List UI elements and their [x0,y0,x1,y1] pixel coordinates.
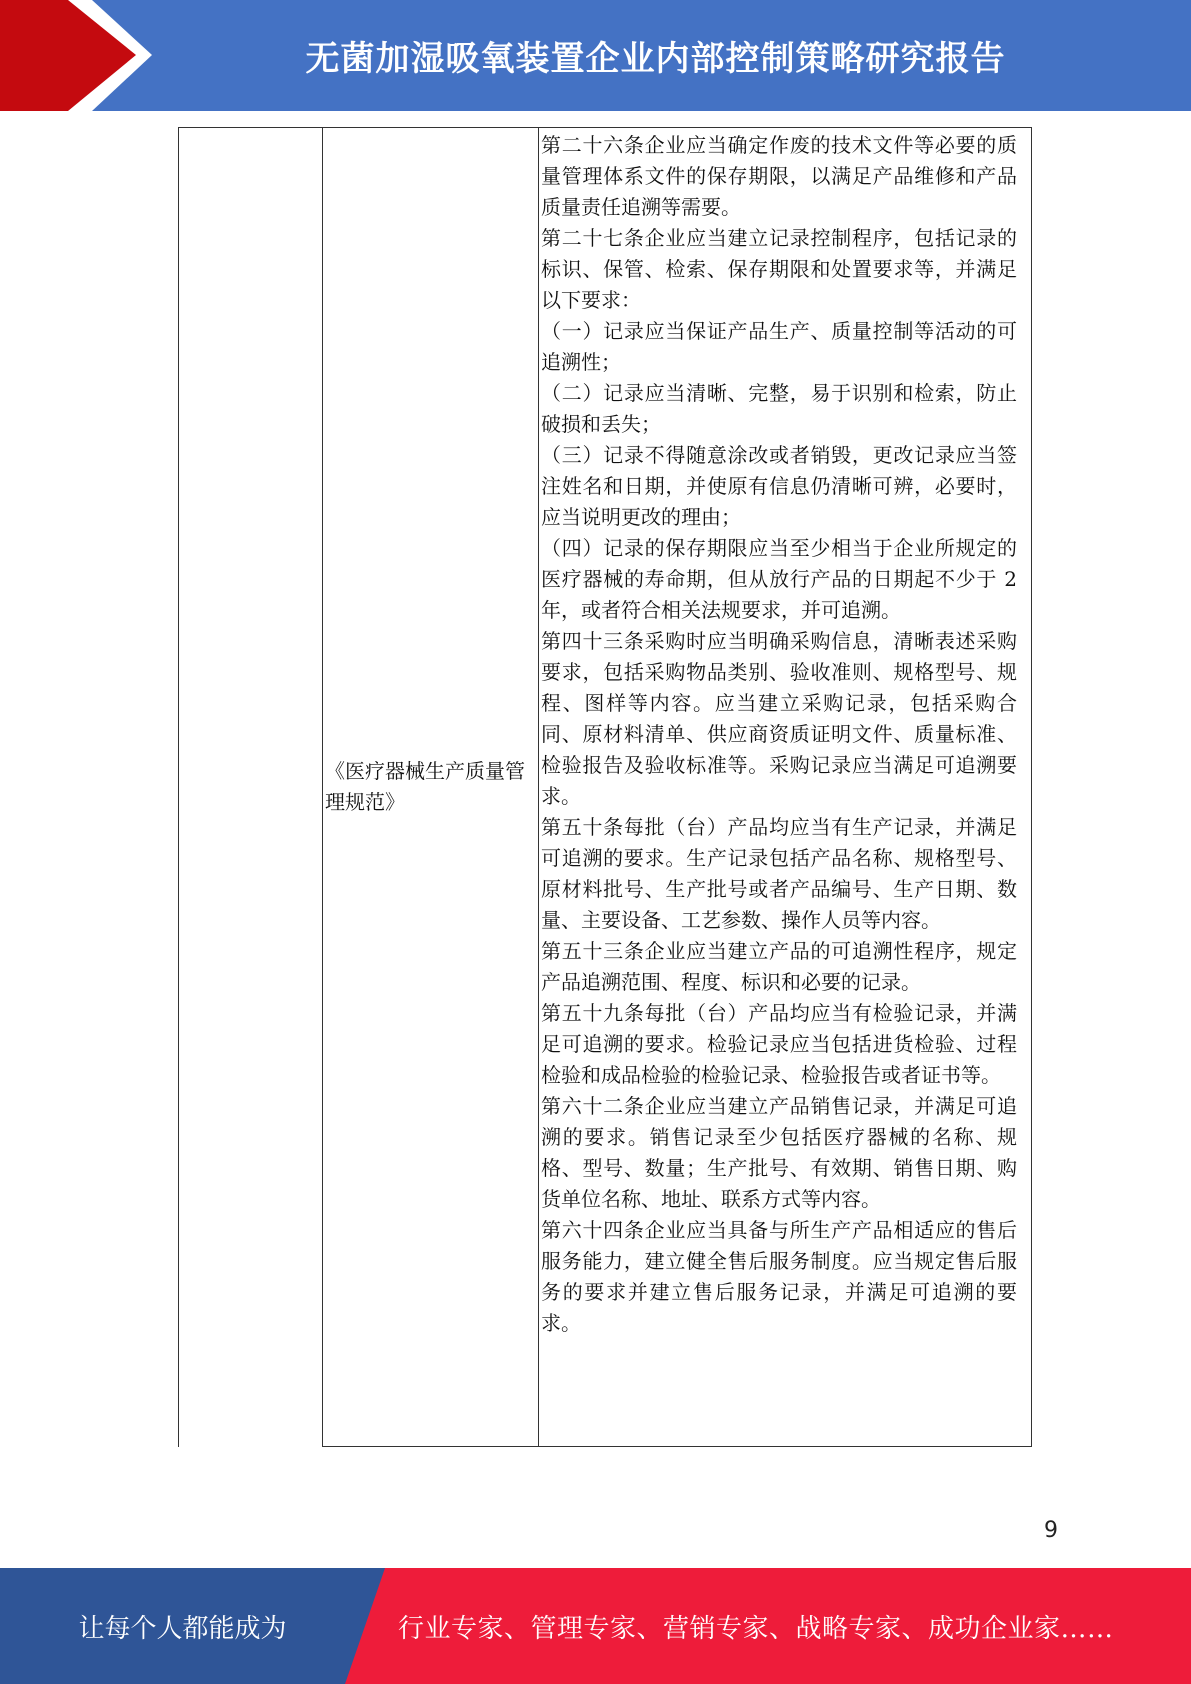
clause-paragraph: 第六十二条企业应当建立产品销售记录，并满足可追溯的要求。销售记录至少包括医疗器械的名称、规格、型号、数量；生产批号、有效期、销售日期、购货单位名称、地址、联系方式等内容。 [541,1094,1017,1211]
clause-paragraph: （四）记录的保存期限应当至少相当于企业所规定的医疗器械的寿命期，但从放行产品的日期起不少于 2 年，或者符合相关法规要求，并可追溯。 [541,536,1017,622]
report-title: 无菌加湿吸氧装置企业内部控制策略研究报告 [305,39,1006,79]
regulation-table [178,127,1032,1447]
clause-paragraph: 第四十三条采购时应当明确采购信息，清晰表述采购要求，包括采购物品类别、验收准则、规格型号、规程、图样等内容。应当建立采购记录，包括采购合同、原材料清单、供应商资质证明文件、质量标准、检验报告及验收标准等。采购记录应当满足可追溯要求。 [541,629,1017,808]
header-red-arrow-icon [0,0,136,111]
clause-paragraph: （二）记录应当清晰、完整，易于识别和检索，防止破损和丢失； [541,381,1017,436]
category-cell [179,128,323,1447]
clause-paragraph: 第二十七条企业应当建立记录控制程序，包括记录的标识、保管、检索、保存期限和处置要求等，并满足以下要求： [541,226,1017,312]
clause-paragraph: 第二十六条企业应当确定作废的技术文件等必要的质量管理体系文件的保存期限，以满足产品维修和产品质量责任追溯等需要。 [541,133,1017,219]
table-row [179,128,1032,1447]
regulation-name: 《医疗器械生产质量管理规范》 [325,759,525,814]
regulation-name-cell [323,128,539,1447]
page-number: 9 [1044,1518,1058,1543]
footer-slogan-right: 行业专家、管理专家、营销专家、战略专家、成功企业家…… [398,1613,1114,1644]
clauses-cell [539,128,1032,1447]
clause-paragraph: （三）记录不得随意涂改或者销毁，更改记录应当签注姓名和日期，并使原有信息仍清晰可辨，必要时，应当说明更改的理由； [541,443,1017,529]
footer-banner [0,1568,1191,1684]
footer-slogan-left: 让每个人都能成为 [78,1613,287,1644]
header-banner [0,0,1191,111]
clause-paragraph: （一）记录应当保证产品生产、质量控制等活动的可追溯性； [541,319,1017,374]
clause-paragraph: 第六十四条企业应当具备与所生产产品相适应的售后服务能力，建立健全售后服务制度。应当规定售后服务的要求并建立售后服务记录，并满足可追溯的要求。 [541,1218,1017,1335]
clause-paragraph: 第五十九条每批（台）产品均应当有检验记录，并满足可追溯的要求。检验记录应当包括进货检验、过程检验和成品检验的检验记录、检验报告或者证书等。 [541,1001,1017,1087]
clause-paragraph: 第五十条每批（台）产品均应当有生产记录，并满足可追溯的要求。生产记录包括产品名称、规格型号、原材料批号、生产批号或者产品编号、生产日期、数量、主要设备、工艺参数、操作人员等内容。 [541,815,1017,932]
clause-paragraph: 第五十三条企业应当建立产品的可追溯性程序，规定产品追溯范围、程度、标识和必要的记录。 [541,939,1017,994]
